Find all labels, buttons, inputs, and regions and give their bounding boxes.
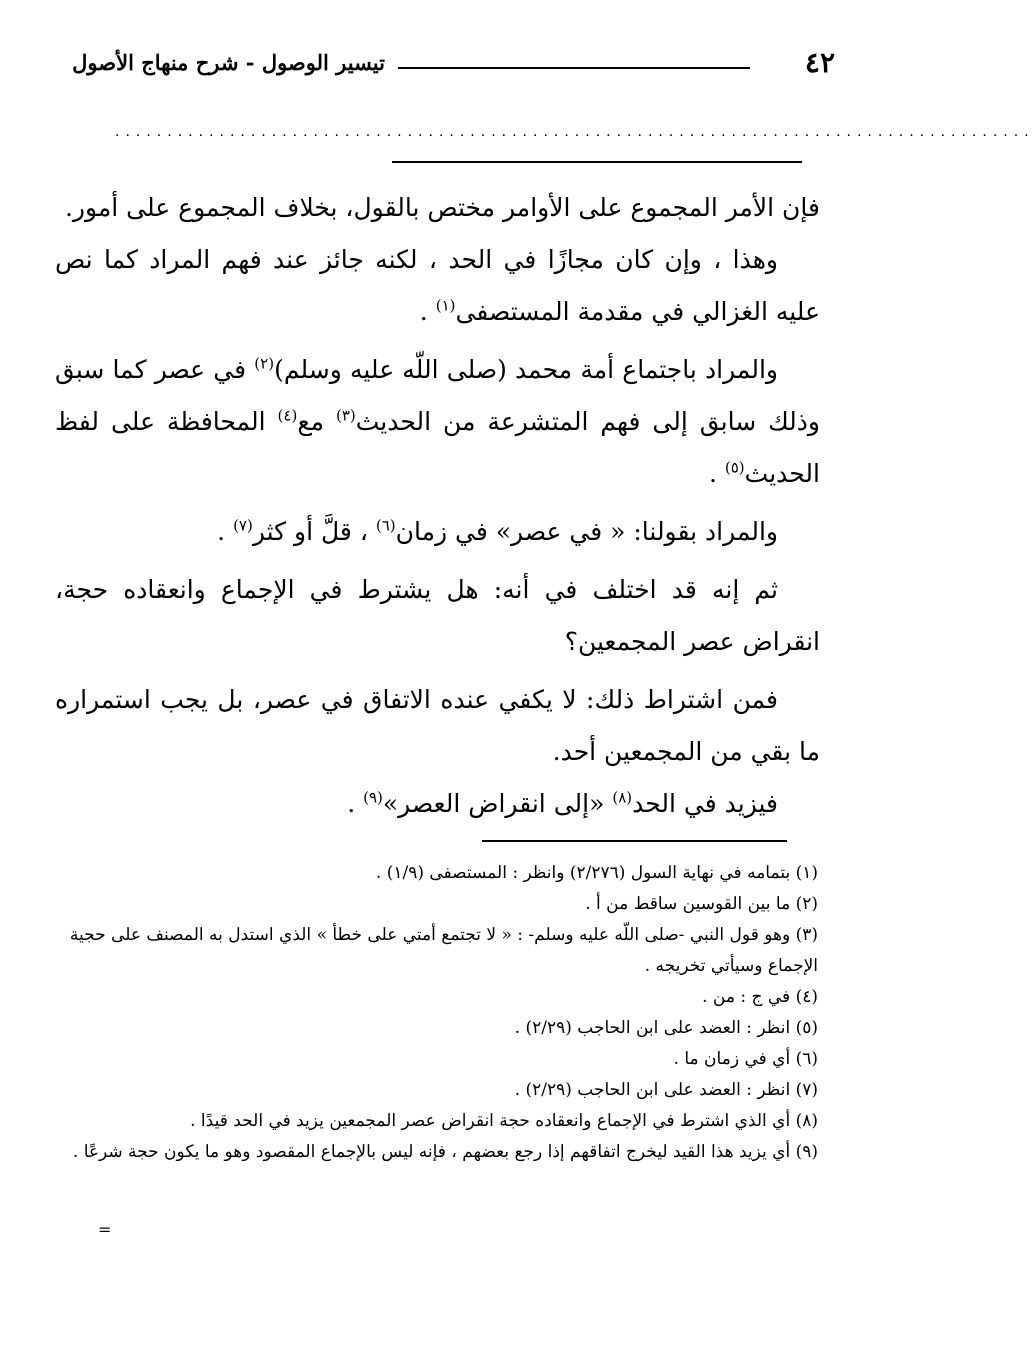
footnote-2: (٢) ما بين القوسين ساقط من أ . bbox=[585, 894, 818, 914]
paragraph-3-text: والمراد باجتماع أمة محمد (صلى اللّه عليه وسلم) bbox=[274, 355, 778, 384]
paragraph-1-text: فإن الأمر المجموع على الأوامر مختص بالقول، بخلاف المجموع على أمور. bbox=[64, 193, 820, 222]
footnote-5: (٥) انظر : العضد على ابن الحاجب (٢/٢٩) . bbox=[514, 1018, 818, 1038]
footnotes bbox=[48, 858, 818, 1168]
separator-dots: ........................................................................................ bbox=[115, 124, 1035, 140]
paragraph-7-text: فيزيد في الحد bbox=[632, 789, 778, 818]
paragraph-6-text: فمن اشتراط ذلك: لا يكفي عنده الاتفاق في عصر، بل يجب استمراره ما بقي من المجمعين أحد. bbox=[55, 685, 820, 766]
top-rule bbox=[392, 161, 802, 163]
paragraph-4-part-a: ، قلَّ أو كثر bbox=[252, 517, 376, 546]
footnote-ref-6: (٦) bbox=[375, 516, 396, 535]
footnote-7: (٧) انظر : العضد على ابن الحاجب (٢/٢٩) . bbox=[514, 1080, 818, 1100]
body-text bbox=[55, 182, 820, 830]
footnote-6: (٦) أي في زمان ما . bbox=[673, 1049, 818, 1069]
footnote-ref-3: (٣) bbox=[335, 406, 356, 425]
paragraph-3 bbox=[55, 344, 820, 500]
paragraph-5-text: ثم إنه قد اختلف في أنه: هل يشترط في الإجماع وانعقاده حجة، انقراض عصر المجمعين؟ bbox=[55, 575, 820, 656]
footnote-ref-8: (٨) bbox=[612, 788, 633, 807]
paragraph-1 bbox=[55, 182, 820, 234]
footnote-rule bbox=[482, 840, 787, 842]
footnote-1: (١) بتمامه في نهاية السول (٢/٢٧٦) وانظر : المستصفى (١/٩) . bbox=[375, 863, 818, 883]
paragraph-3-part-a: في عصر كما سبق وذلك سابق إلى فهم المتشرعة من الحديث bbox=[55, 355, 820, 436]
footnote-9: (٩) أي يزيد هذا القيد ليخرج اتفاقهم إذا رجع بعضهم ، فإنه ليس بالإجماع المقصود وهو ما يكون حجة شرعًا . bbox=[72, 1142, 818, 1162]
footnote-ref-9: (٩) bbox=[363, 788, 383, 807]
running-title: تيسير الوصول - شرح منهاج الأصول bbox=[72, 50, 385, 75]
paragraph-3-part-b: مع bbox=[297, 407, 336, 436]
paragraph-4-text: والمراد بقولنا: « في عصر» في زمان bbox=[395, 517, 778, 546]
paragraph-7-part-a: «إلى انقراض العصر» bbox=[382, 789, 613, 818]
paragraph-3-end: . bbox=[708, 459, 725, 488]
header-rule bbox=[398, 67, 750, 69]
paragraph-4 bbox=[55, 506, 820, 558]
paragraph-2-end: . bbox=[419, 297, 436, 326]
footnote-8: (٨) أي الذي اشترط في الإجماع وانعقاده حجة انقراض عصر المجمعين يزيد في الحد قيدًا . bbox=[190, 1111, 818, 1131]
paragraph-4-end: . bbox=[217, 517, 234, 546]
footnote-ref-4: (٤) bbox=[277, 406, 298, 425]
footnote-ref-5: (٥) bbox=[724, 458, 745, 477]
paragraph-6 bbox=[55, 674, 820, 778]
paragraph-2-text: وهذا ، وإن كان مجازًا في الحد ، لكنه جائز عند فهم المراد كما نص عليه الغزالي في مقدمة المستصفى bbox=[55, 245, 820, 326]
paragraph-3-part-c: المحافظة على لفظ الحديث bbox=[55, 407, 820, 488]
paragraph-2 bbox=[55, 234, 820, 338]
footnote-3: (٣) وهو قول النبي -صلى اللّه عليه وسلم- : « لا تجتمع أمتي على خطأ » الذي استدل به المصنف على حجية الإجماع وسيأتي تخريجه . bbox=[69, 925, 818, 976]
footnote-ref-2: (٢) bbox=[254, 354, 275, 373]
footnote-ref-1: (١) bbox=[435, 296, 456, 315]
paragraph-7 bbox=[55, 778, 820, 830]
footnote-ref-7: (٧) bbox=[233, 516, 253, 535]
footnote-4: (٤) في ج : من . bbox=[702, 987, 818, 1007]
paragraph-5 bbox=[55, 564, 820, 668]
continuation-mark: = bbox=[98, 1220, 112, 1239]
page-number: ٤٢ bbox=[804, 46, 835, 79]
paragraph-7-end: . bbox=[347, 789, 364, 818]
